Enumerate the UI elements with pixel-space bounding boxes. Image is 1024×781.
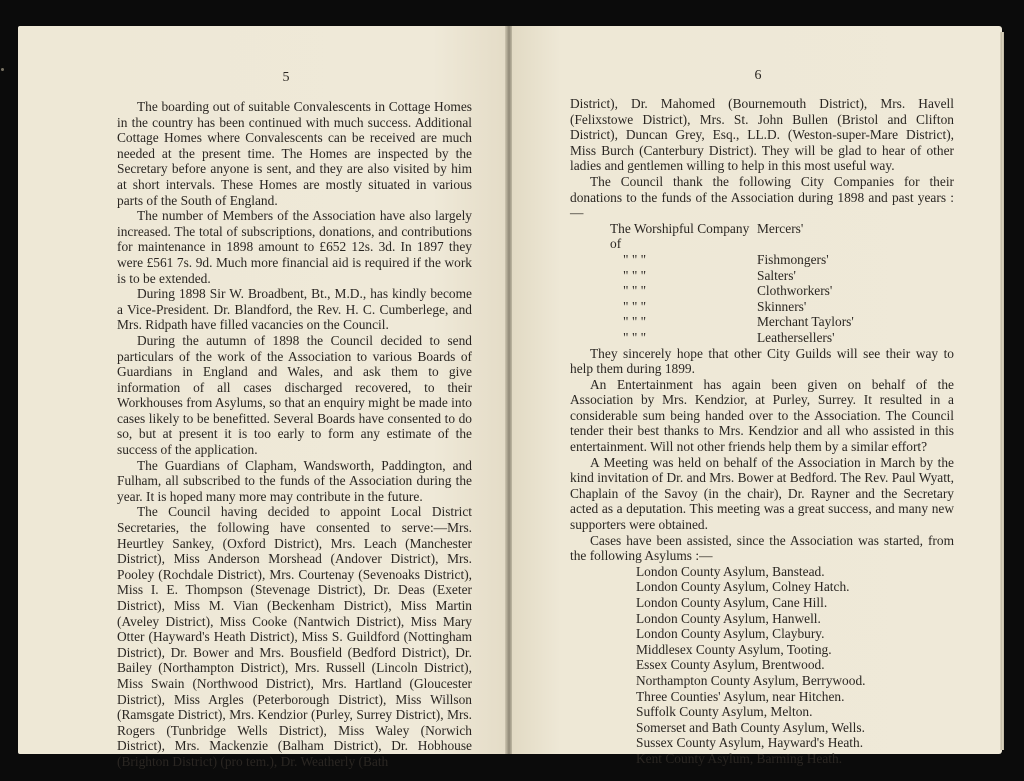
paragraph-guardians-subscribed: The Guardians of Clapham, Wandsworth, Paddington, and Fulham, all subscribed to the funds of the Association during the year. It is hoped many more may contribute in the future.: [117, 457, 472, 504]
right-page: [512, 26, 1002, 766]
list-item: Three Counties' Asylum, near Hitchen.: [636, 688, 845, 704]
left-page-body: [117, 99, 472, 770]
paragraph-entertainment: An Entertainment has again been given on behalf of the Association by Mrs. Kendzior, at Purley, Surrey. It resulted in a considerable sum being handed over to the Association. The Council tender their best thanks to Mrs. Kendzior and all who assisted in this entertainment. Will not other friends help them by a similar effort?: [570, 376, 954, 455]
list-item: Suffolk County Asylum, Melton.: [636, 704, 813, 720]
paragraph-meeting: A Meeting was held on behalf of the Association in March by the kind invitation of Dr. and Mrs. Bower at Bedford. The Rev. Paul Wyatt, Chaplain of the Savoy (in the chair), Dr. Rayner and the Secretary acted as a deputation. This meeting was a great success, and many new supporters were obtained.: [570, 454, 954, 533]
paragraph-members: The number of Members of the Association have also largely increased. The total of subscriptions, donations, and contributions for maintenance in 1898 amount to £652 12s. 3d. In 1897 they were £561 7s. 9d. Much more financial aid is required if the work is to be extended.: [117, 208, 472, 286]
ditto-marks: " " ": [623, 283, 647, 299]
company-name: Skinners': [757, 298, 807, 314]
paragraph-guardians-boards: During the autumn of 1898 the Council decided to send particulars of the work of the Association to various Boards of Guardians in England and Wales, and ask them to give information of all cases discharged recovered, to their Workhouses from Asylums, so that an enquiry might be made into cases likely to be benefitted. Several Boards have consented to do so, but at present it is too early to form any estimate of the success of the application.: [117, 332, 472, 458]
ditto-marks: " " ": [623, 251, 647, 267]
page-number-left: 5: [282, 70, 290, 85]
list-item: [570, 299, 954, 315]
paragraph-district-secretaries: The Council having decided to appoint Local District Secretaries, the following have consented to serve:—Mrs. Heurtley Sankey, (Oxford District), Mrs. Leach (Manchester District), Miss Anderson Morshead (Andover District), Mrs. Pooley (Rochdale District), Mrs. Courtenay (Sevenoaks District), Miss I. E. Thompson (Stevenage District), Dr. Deas (Exeter District), Miss M. Vian (Beckenham District), Miss Martin (Aveley District), Miss Cooke (Nantwich District), Miss Mary Otter (Hayward's Heath District), Miss S. Guildford (Nottingham District), Dr. Bower and Mrs. Bousfield (Bedford District), Dr. Bailey (Northampton District), Mrs. Russell (Lincoln District), Miss Swain (Northwood District), Mrs. Hartland (Gloucester District), Miss Argles (Peterborough District), Miss Willson (Ramsgate District), Mrs. Kendzior (Purley, Surrey District), Mrs. Rogers (Tunbridge Wells District), Miss Waley (Norwich District), Mrs. Mackenzie (Balham District), Dr. Hobhouse (Brighton District) (pro tem.), Dr. Weatherly (Bath: [117, 504, 472, 769]
list-item: [570, 252, 954, 268]
company-name: Fishmongers': [757, 251, 829, 267]
left-page: [18, 26, 506, 769]
right-page-body: [570, 96, 954, 767]
ditto-marks: " " ": [623, 314, 647, 330]
list-item: Essex County Asylum, Brentwood.: [636, 657, 825, 673]
list-item: [570, 268, 954, 284]
company-prefix: The Worshipful Company of: [610, 220, 750, 252]
list-item: Northampton County Asylum, Berrywood.: [636, 672, 866, 688]
list-item: [570, 314, 954, 330]
list-item: London County Asylum, Banstead.: [636, 563, 825, 579]
margin-speck: [1, 68, 4, 71]
ditto-marks: " " ": [623, 267, 647, 283]
list-item: London County Asylum, Colney Hatch.: [636, 579, 850, 595]
companies-list: [570, 221, 954, 346]
company-name: Mercers': [757, 220, 804, 236]
paragraph-cottage-homes: The boarding out of suitable Convalescents in Cottage Homes in the country has been continued with much success. Additional Cottage Homes where Convalescents can be received are much needed at the present time. The Homes are inspected by the Secretary before anyone is sent, and they are also visited by him at short intervals. These Homes are mostly situated in various parts of the South of England.: [117, 99, 472, 208]
list-item: London County Asylum, Claybury.: [636, 626, 825, 642]
company-name: Merchant Taylors': [757, 314, 854, 330]
paragraph-vice-president: During 1898 Sir W. Broadbent, Bt., M.D., has kindly become a Vice-President. Dr. Blandford, the Rev. H. C. Cumberlege, and Mrs. Ridpath have filled vacancies on the Council.: [117, 286, 472, 333]
company-name: Salters': [757, 267, 796, 283]
list-item: Somerset and Bath County Asylum, Wells.: [636, 719, 865, 735]
ditto-marks: " " ": [623, 329, 647, 345]
paragraph-districts-continued: District), Dr. Mahomed (Bournemouth District), Mrs. Havell (Felixstowe District), Mrs. St. John Bullen (Bristol and Clifton District), Duncan Grey, Esq., LL.D. (Weston-super-Mare District), Miss Burch (Canterbury District). They will be glad to hear of other ladies and gentlemen willing to help in this most useful way.: [570, 96, 954, 174]
list-item: Middlesex County Asylum, Tooting.: [636, 641, 832, 657]
list-item: [570, 283, 954, 299]
list-item: [570, 330, 954, 346]
list-item: Kent County Asylum, Barming Heath.: [636, 750, 843, 766]
paragraph-city-companies: The Council thank the following City Companies for their donations to the funds of the Association during 1898 and past years :—: [570, 173, 954, 221]
page-number-right: 6: [754, 68, 762, 83]
company-name: Leathersellers': [757, 329, 835, 345]
list-item: London County Asylum, Hanwell.: [636, 610, 821, 626]
asylums-list: [570, 564, 954, 767]
company-name: Clothworkers': [757, 283, 833, 299]
list-item: [570, 221, 954, 252]
paragraph-city-guilds: They sincerely hope that other City Guilds will see their way to help them during 1899.: [570, 345, 954, 377]
list-item: London County Asylum, Cane Hill.: [636, 595, 828, 610]
ditto-marks: " " ": [623, 298, 647, 314]
page-edges: [1000, 32, 1004, 750]
paragraph-cases-asylums: Cases have been assisted, since the Association was started, from the following Asylums :—: [570, 532, 954, 564]
list-item: Sussex County Asylum, Hayward's Heath.: [636, 735, 864, 751]
